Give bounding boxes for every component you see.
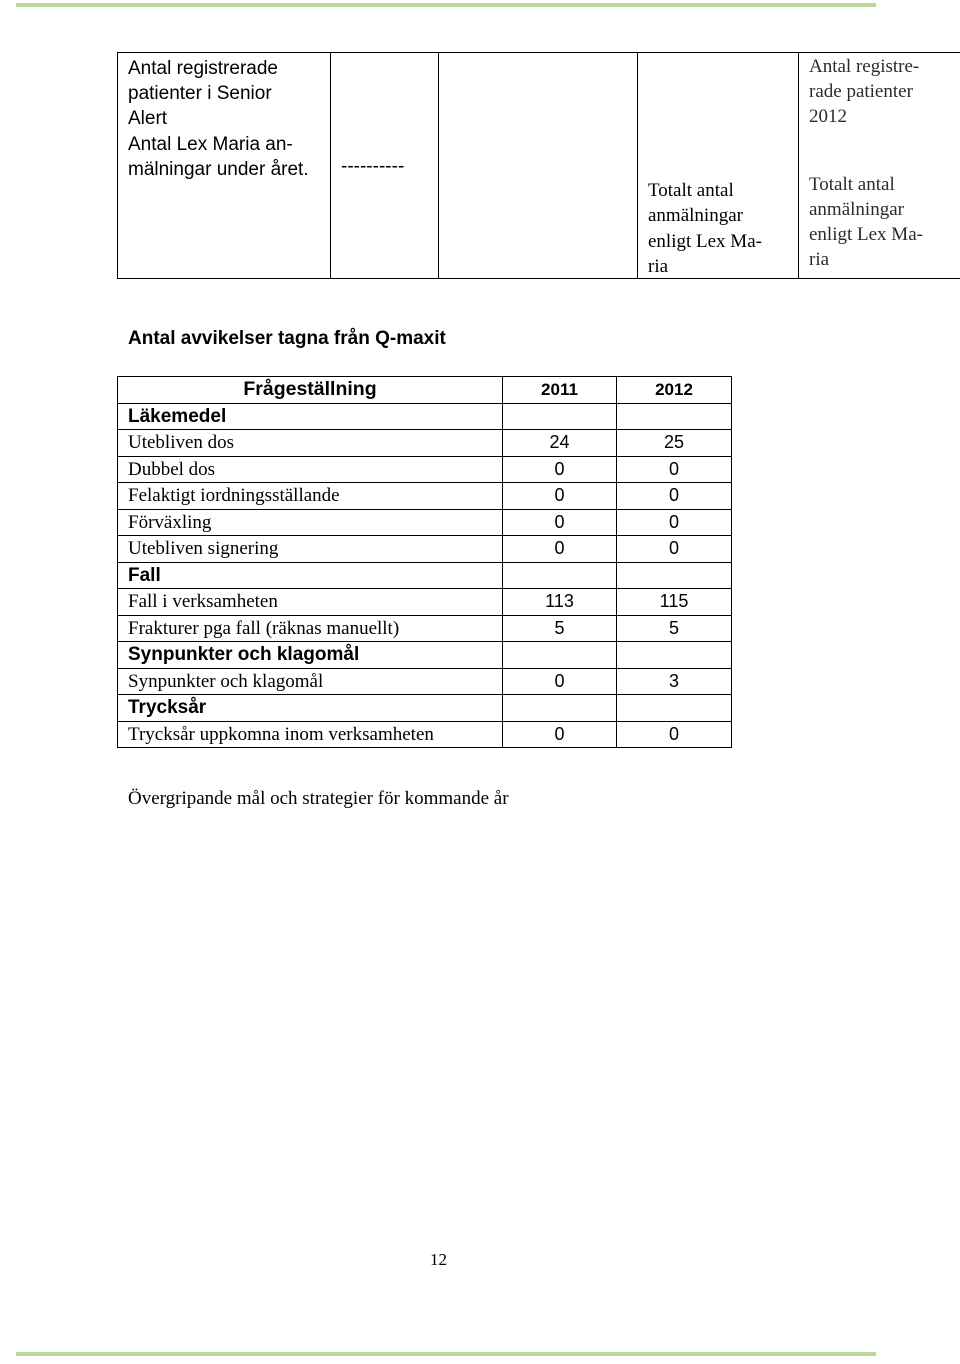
col4-line-2: anmälningar (648, 205, 743, 226)
row-label: Förväxling (118, 509, 503, 536)
row-label: Utebliven dos (118, 430, 503, 457)
page-number: 12 (430, 1250, 447, 1269)
bottom-decorative-rule (16, 1352, 876, 1356)
col1-line-4: Antal Lex Maria an- (128, 134, 293, 155)
col4-line-1: Totalt antal (648, 180, 734, 201)
row-value-2012 (617, 562, 732, 589)
col5-bottom-line-4: ria (809, 249, 830, 270)
table-row (118, 509, 732, 536)
goals-strategies-text: Övergripande mål och strategier för kommande år (128, 788, 509, 809)
row-value-2011 (503, 562, 617, 589)
col1-line-2: patienter i Senior (128, 83, 272, 104)
row-value-2011: 0 (503, 668, 617, 695)
col4-line-4: ria (648, 256, 669, 277)
row-label: Felaktigt iordningsställande (118, 483, 503, 510)
table-row (118, 403, 732, 430)
table-row (118, 721, 732, 748)
row-value-2012: 0 (617, 509, 732, 536)
col5-top-line-2: rade patienter (809, 81, 913, 102)
col5-bottom-line-3: enligt Lex Ma- (809, 224, 923, 245)
row-value-2012: 0 (617, 536, 732, 563)
row-value-2011: 0 (503, 721, 617, 748)
total-lex-maria-cell (638, 53, 799, 279)
row-value-2012: 25 (617, 430, 732, 457)
table-row (118, 562, 732, 589)
table-row (118, 483, 732, 510)
row-value-2012: 0 (617, 483, 732, 510)
row-label: Frakturer pga fall (räknas manuellt) (118, 615, 503, 642)
row-value-2011: 24 (503, 430, 617, 457)
row-label: Läkemedel (118, 403, 503, 430)
header-year-2011: 2011 (503, 377, 617, 404)
row-value-2012: 3 (617, 668, 732, 695)
row-value-2012: 115 (617, 589, 732, 616)
col5-bottom-line-1: Totalt antal (809, 174, 895, 195)
row-label: Synpunkter och klagomål (118, 668, 503, 695)
senior-alert-table (117, 52, 960, 279)
row-value-2012 (617, 403, 732, 430)
row-value-2012 (617, 695, 732, 722)
row-label: Fall (118, 562, 503, 589)
dashes-text: ---------- (341, 156, 405, 177)
table-row (118, 589, 732, 616)
col1-line-3: Alert (128, 108, 168, 129)
table-header-row (118, 377, 732, 404)
row-label: Fall i verksamheten (118, 589, 503, 616)
row-value-2012: 0 (617, 721, 732, 748)
deviations-table (117, 376, 732, 748)
top-decorative-rule (16, 3, 876, 7)
row-label: Dubbel dos (118, 456, 503, 483)
row-value-2011 (503, 695, 617, 722)
table-row (118, 695, 732, 722)
row-value-2011 (503, 642, 617, 669)
row-label: Trycksår (118, 695, 503, 722)
row-value-2011 (503, 403, 617, 430)
row-label: Trycksår uppkomna inom verksamheten (118, 721, 503, 748)
row-value-2011: 5 (503, 615, 617, 642)
table-row (118, 615, 732, 642)
empty-cell (439, 53, 638, 279)
row-value-2011: 0 (503, 456, 617, 483)
dashes-cell (331, 53, 439, 279)
section-heading: Antal avvikelser tagna från Q-maxit (128, 328, 446, 349)
row-value-2011: 0 (503, 509, 617, 536)
col5-top-line-3: 2012 (809, 106, 847, 127)
col5-top-line-1: Antal registre- (809, 56, 920, 77)
header-year-2012: 2012 (617, 377, 732, 404)
row-value-2011: 0 (503, 536, 617, 563)
table-row (118, 456, 732, 483)
row-value-2012: 0 (617, 456, 732, 483)
row-value-2012: 5 (617, 615, 732, 642)
table-row (118, 642, 732, 669)
registered-patients-cell (118, 53, 331, 279)
row-value-2011: 0 (503, 483, 617, 510)
table-row (118, 668, 732, 695)
row-label: Utebliven signering (118, 536, 503, 563)
header-question: Frågeställning (118, 377, 503, 404)
col1-line-1: Antal registrerade (128, 58, 278, 79)
col4-line-3: enligt Lex Ma- (648, 231, 762, 252)
registered-2012-cell (799, 53, 960, 279)
col5-bottom-line-2: anmälningar (809, 199, 904, 220)
row-value-2011: 113 (503, 589, 617, 616)
row-label: Synpunkter och klagomål (118, 642, 503, 669)
table-row (118, 430, 732, 457)
table-row (118, 536, 732, 563)
col1-line-5: mälningar under året. (128, 159, 309, 180)
row-value-2012 (617, 642, 732, 669)
